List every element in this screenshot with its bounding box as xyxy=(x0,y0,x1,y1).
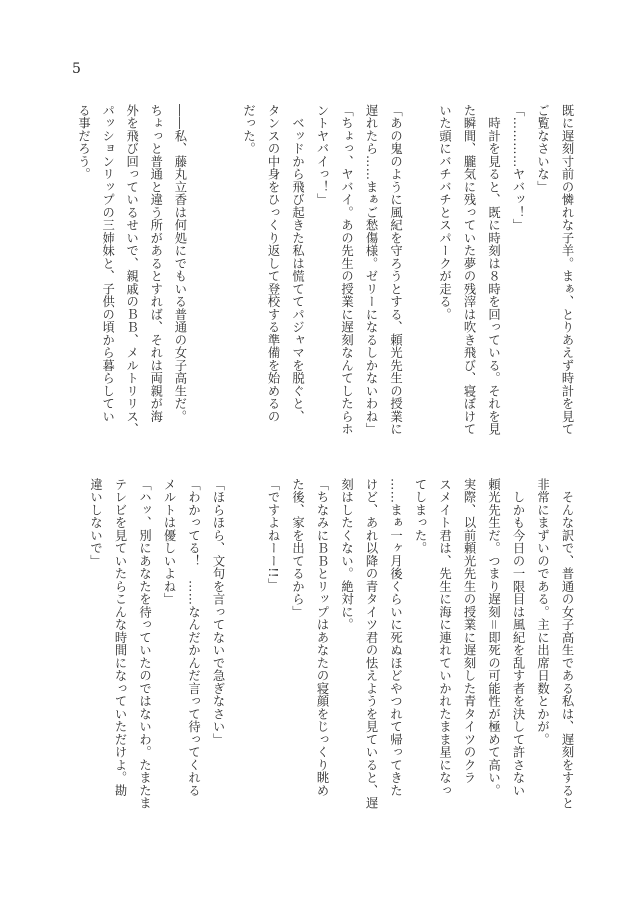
page-number: 5 xyxy=(72,61,81,77)
text-line xyxy=(412,104,428,449)
text-line: ントヤバイっ！」 xyxy=(315,104,329,206)
text-line: いた頭にバチバチとスパークが走る。 xyxy=(437,104,452,321)
text-block-bottom-right-column xyxy=(232,478,575,823)
text-line: 「ちなみにＢＢとリップはあなたの寝顔をじっくり眺め xyxy=(315,478,329,797)
text-line: 「わかってる！ ……なんだかんだ言って待ってくれる xyxy=(186,478,201,797)
text-line: だった。 xyxy=(241,104,256,155)
text-line: 違いしないで」 xyxy=(88,478,103,568)
text-line: 非常にまずいのである。主に出席日数とかが。 xyxy=(535,478,550,746)
text-line: てしまった。 xyxy=(413,478,427,555)
text-line: テレビを見ていたらこんな時間になっていただけよ。勘 xyxy=(113,478,127,797)
text-line: けど、あれ以降の青タイツ君の怯えようを見ていると、遅 xyxy=(364,478,378,810)
text-line: 「あの鬼のように風紀を守ろうとする、頼光先生の授業に xyxy=(388,104,403,436)
text-line: 既に遅刻寸前の憐れな子羊。まぁ、とりあえず時計を見て xyxy=(560,104,574,436)
text-line: 「ちょっ、ヤバイ。あの先生の授業に遅刻なんてしたらホ xyxy=(339,104,354,436)
text-line: ちょっと普通と違う所があるとすれば、それは両親が海 xyxy=(148,104,163,423)
text-line: 遅れたら……まぁご愁傷様。ゼリーになるしかないわね」 xyxy=(364,104,378,436)
text-line: 外を飛び回っているせいで、親戚のＢＢ、メルトリリス、 xyxy=(124,104,139,436)
text-line: 「ハッ、別にあなたを待っていたのではないわ。たまたま xyxy=(137,478,152,810)
text-line: パッションリップの三姉妹と、子供の頃から暮らしてい xyxy=(100,104,115,423)
text-block-top-right-column xyxy=(232,104,575,449)
text-block-top-left-column xyxy=(76,104,236,449)
text-block-bottom-left-column xyxy=(76,478,226,823)
text-line: しかも今日の一限目は風紀を乱す者を決して許さない xyxy=(511,478,525,797)
text-line: ご覧なさいな」 xyxy=(535,104,550,194)
text-line xyxy=(220,104,236,449)
text-line: 時計を見ると、既に時刻は８時を回っている。それを見 xyxy=(486,104,501,436)
text-line: 頼光先生だ。つまり遅刻＝即死の可能性が極めて高い。 xyxy=(486,478,501,797)
text-line: スメイト君は、先生に海に連れていかれたまま星になっ xyxy=(437,478,452,797)
text-line: タンスの中身をひっくり返して登校する準備を始めるの xyxy=(266,104,280,423)
text-line: た瞬間、朧気に残っていた夢の残滓は吹き飛び、寝ぼけて xyxy=(462,104,476,436)
text-line: 「…………ヤバッ！」 xyxy=(511,104,525,232)
text-line: る事だろう。 xyxy=(76,104,91,181)
text-line: 「ですよねーー!!」 xyxy=(266,478,280,591)
text-line: 「ほらほら、文句を言ってないで急ぎなさい」 xyxy=(211,478,225,746)
text-line: 刻はしたくない。絶対に。 xyxy=(339,478,354,631)
text-line xyxy=(196,104,212,449)
text-line: そんな訳で、普通の女子高生である私は、遅刻をすると xyxy=(560,478,574,810)
text-line: 実際、以前頼光先生の授業に遅刻した青タイツのクラ xyxy=(462,478,476,784)
text-line: ――私、藤丸立香は何処にでもいる普通の女子高生だ。 xyxy=(172,104,187,423)
text-line: メルトは優しいよね」 xyxy=(162,478,176,606)
text-line: た後、家を出てるから」 xyxy=(290,478,305,619)
text-line: ……まぁ一ヶ月後くらいに死ぬほどやつれて帰ってきた xyxy=(388,478,403,797)
text-line: ベッドから飛び起きた私は慌ててパジャマを脱ぐと、 xyxy=(290,104,305,423)
